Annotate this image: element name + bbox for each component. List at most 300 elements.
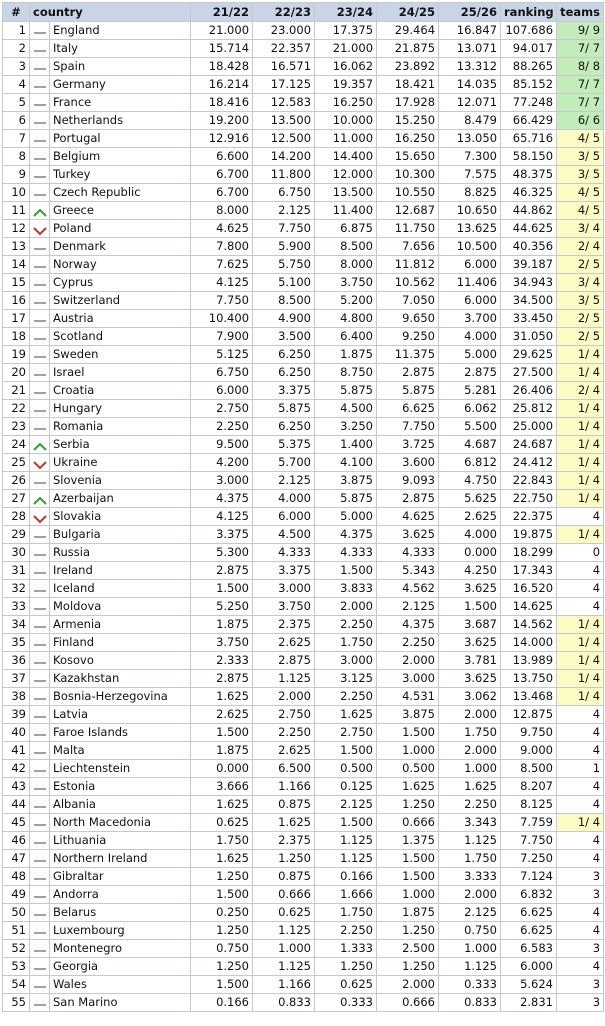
score-21-22: 8.000: [191, 202, 253, 220]
score-24-25: 2.875: [377, 364, 439, 382]
table-row: [3, 328, 604, 346]
trend-indicator: [30, 688, 50, 706]
dash-icon: [33, 602, 47, 612]
score-25-26: 11.406: [439, 274, 501, 292]
score-25-26: 16.847: [439, 22, 501, 40]
dash-icon: [33, 746, 47, 756]
header-teams[interactable]: teams: [557, 3, 604, 22]
score-22-23: 12.583: [253, 94, 315, 112]
score-22-23: 14.200: [253, 148, 315, 166]
score-21-22: 18.416: [191, 94, 253, 112]
teams-remaining: 3/ 5: [557, 292, 604, 310]
rank-number: 36: [3, 652, 30, 670]
trend-indicator: [30, 760, 50, 778]
score-25-26: 1.500: [439, 598, 501, 616]
ranking-total: 107.686: [501, 22, 557, 40]
score-22-23: 3.375: [253, 562, 315, 580]
score-21-22: 7.800: [191, 238, 253, 256]
score-23-24: 3.125: [315, 670, 377, 688]
rank-number: 28: [3, 508, 30, 526]
ranking-total: 8.500: [501, 760, 557, 778]
score-25-26: 7.300: [439, 148, 501, 166]
score-22-23: 2.750: [253, 706, 315, 724]
ranking-total: 6.832: [501, 886, 557, 904]
ranking-total: 58.150: [501, 148, 557, 166]
country-name: Turkey: [50, 166, 191, 184]
trend-indicator: [30, 670, 50, 688]
country-name: Austria: [50, 310, 191, 328]
score-24-25: 1.250: [377, 922, 439, 940]
score-25-26: 1.125: [439, 832, 501, 850]
ranking-total: 14.625: [501, 598, 557, 616]
score-23-24: 14.400: [315, 148, 377, 166]
score-25-26: 3.343: [439, 814, 501, 832]
header-ranking[interactable]: ranking: [501, 3, 557, 22]
teams-remaining: 7/ 7: [557, 76, 604, 94]
teams-remaining: 1/ 4: [557, 364, 604, 382]
table-row: [3, 832, 604, 850]
score-22-23: 5.750: [253, 256, 315, 274]
trend-indicator: [30, 652, 50, 670]
score-25-26: 5.000: [439, 346, 501, 364]
rank-number: 10: [3, 184, 30, 202]
country-name: Montenegro: [50, 940, 191, 958]
score-25-26: 14.035: [439, 76, 501, 94]
score-25-26: 3.062: [439, 688, 501, 706]
dash-icon: [33, 530, 47, 540]
trend-indicator: [30, 76, 50, 94]
rank-number: 51: [3, 922, 30, 940]
score-24-25: 3.600: [377, 454, 439, 472]
teams-remaining: 4/ 5: [557, 130, 604, 148]
table-row: [3, 688, 604, 706]
score-21-22: 7.900: [191, 328, 253, 346]
table-row: [3, 454, 604, 472]
rank-number: 27: [3, 490, 30, 508]
ranking-total: 16.520: [501, 580, 557, 598]
score-23-24: 12.000: [315, 166, 377, 184]
header-season-21-22[interactable]: 21/22: [191, 3, 253, 22]
score-23-24: 6.400: [315, 328, 377, 346]
table-row: [3, 724, 604, 742]
score-21-22: 7.750: [191, 292, 253, 310]
score-24-25: 0.666: [377, 814, 439, 832]
country-name: Belarus: [50, 904, 191, 922]
table-row: [3, 166, 604, 184]
trend-indicator: [30, 616, 50, 634]
ranking-total: 27.500: [501, 364, 557, 382]
trend-indicator: [30, 598, 50, 616]
ranking-total: 94.017: [501, 40, 557, 58]
rank-number: 32: [3, 580, 30, 598]
ranking-total: 5.624: [501, 976, 557, 994]
score-21-22: 4.625: [191, 220, 253, 238]
rank-number: 42: [3, 760, 30, 778]
country-name: Czech Republic: [50, 184, 191, 202]
ranking-total: 33.450: [501, 310, 557, 328]
dash-icon: [33, 656, 47, 666]
table-row: [3, 112, 604, 130]
header-country[interactable]: country: [30, 3, 191, 22]
trend-indicator: [30, 328, 50, 346]
score-21-22: 4.375: [191, 490, 253, 508]
ranking-total: 44.625: [501, 220, 557, 238]
table-row: [3, 184, 604, 202]
ranking-total: 6.625: [501, 904, 557, 922]
table-row: [3, 580, 604, 598]
table-row: [3, 508, 604, 526]
table-row: [3, 418, 604, 436]
country-name: Wales: [50, 976, 191, 994]
score-25-26: 1.000: [439, 760, 501, 778]
teams-remaining: 1/ 4: [557, 400, 604, 418]
header-season-25-26[interactable]: 25/26: [439, 3, 501, 22]
rank-number: 44: [3, 796, 30, 814]
trend-indicator: [30, 112, 50, 130]
trend-indicator: [30, 472, 50, 490]
score-21-22: 6.600: [191, 148, 253, 166]
dash-icon: [33, 908, 47, 918]
score-22-23: 13.500: [253, 112, 315, 130]
score-24-25: 21.875: [377, 40, 439, 58]
score-21-22: 3.000: [191, 472, 253, 490]
score-22-23: 3.750: [253, 598, 315, 616]
score-24-25: 2.500: [377, 940, 439, 958]
score-23-24: 8.500: [315, 238, 377, 256]
teams-remaining: 3/ 5: [557, 166, 604, 184]
score-25-26: 2.250: [439, 796, 501, 814]
table-row: [3, 220, 604, 238]
rank-number: 26: [3, 472, 30, 490]
dash-icon: [33, 890, 47, 900]
teams-remaining: 1/ 4: [557, 490, 604, 508]
country-name: Italy: [50, 40, 191, 58]
score-24-25: 2.000: [377, 976, 439, 994]
score-23-24: 2.250: [315, 922, 377, 940]
score-25-26: 1.750: [439, 724, 501, 742]
dash-icon: [33, 818, 47, 828]
rank-number: 39: [3, 706, 30, 724]
dash-icon: [33, 80, 47, 90]
header-rank-number[interactable]: #: [3, 3, 30, 22]
ranking-total: 39.187: [501, 256, 557, 274]
score-25-26: 0.333: [439, 976, 501, 994]
score-23-24: 21.000: [315, 40, 377, 58]
score-23-24: 0.125: [315, 778, 377, 796]
score-24-25: 12.687: [377, 202, 439, 220]
teams-remaining: 9/ 9: [557, 22, 604, 40]
score-23-24: 19.357: [315, 76, 377, 94]
ranking-total: 25.000: [501, 418, 557, 436]
score-24-25: 4.375: [377, 616, 439, 634]
score-22-23: 0.875: [253, 868, 315, 886]
score-23-24: 0.500: [315, 760, 377, 778]
rank-number: 19: [3, 346, 30, 364]
score-25-26: 0.000: [439, 544, 501, 562]
ranking-total: 25.812: [501, 400, 557, 418]
dash-icon: [33, 638, 47, 648]
trend-indicator: [30, 58, 50, 76]
score-23-24: 1.125: [315, 850, 377, 868]
rank-number: 12: [3, 220, 30, 238]
rank-number: 7: [3, 130, 30, 148]
score-25-26: 4.687: [439, 436, 501, 454]
teams-remaining: 7/ 7: [557, 40, 604, 58]
ranking-total: 17.343: [501, 562, 557, 580]
score-23-24: 16.062: [315, 58, 377, 76]
teams-remaining: 1/ 4: [557, 688, 604, 706]
ranking-total: 8.207: [501, 778, 557, 796]
table-row: [3, 526, 604, 544]
teams-remaining: 4: [557, 562, 604, 580]
dash-icon: [33, 368, 47, 378]
score-24-25: 4.531: [377, 688, 439, 706]
trend-indicator: [30, 544, 50, 562]
table-row: [3, 742, 604, 760]
trend-indicator: [30, 580, 50, 598]
rank-number: 25: [3, 454, 30, 472]
score-22-23: 0.833: [253, 994, 315, 1012]
trend-indicator: [30, 994, 50, 1012]
header-season-23-24[interactable]: 23/24: [315, 3, 377, 22]
score-22-23: 1.625: [253, 814, 315, 832]
score-23-24: 1.750: [315, 904, 377, 922]
table-row: [3, 904, 604, 922]
score-24-25: 5.875: [377, 382, 439, 400]
teams-remaining: 1/ 4: [557, 454, 604, 472]
header-season-22-23[interactable]: 22/23: [253, 3, 315, 22]
teams-remaining: 4: [557, 724, 604, 742]
score-25-26: 1.125: [439, 958, 501, 976]
score-21-22: 0.250: [191, 904, 253, 922]
country-name: Poland: [50, 220, 191, 238]
country-name: Kosovo: [50, 652, 191, 670]
table-row: [3, 976, 604, 994]
score-21-22: 6.000: [191, 382, 253, 400]
trend-indicator: [30, 814, 50, 832]
score-24-25: 5.343: [377, 562, 439, 580]
score-22-23: 6.250: [253, 418, 315, 436]
country-name: Greece: [50, 202, 191, 220]
teams-remaining: 3/ 5: [557, 148, 604, 166]
table-row: [3, 850, 604, 868]
rank-number: 40: [3, 724, 30, 742]
score-22-23: 5.100: [253, 274, 315, 292]
score-21-22: 0.000: [191, 760, 253, 778]
score-22-23: 4.500: [253, 526, 315, 544]
score-21-22: 0.750: [191, 940, 253, 958]
score-24-25: 10.300: [377, 166, 439, 184]
ranking-total: 9.000: [501, 742, 557, 760]
dash-icon: [33, 332, 47, 342]
trend-indicator: [30, 40, 50, 58]
country-name: France: [50, 94, 191, 112]
rank-number: 30: [3, 544, 30, 562]
country-name: Moldova: [50, 598, 191, 616]
rank-number: 14: [3, 256, 30, 274]
score-21-22: 0.166: [191, 994, 253, 1012]
score-23-24: 11.000: [315, 130, 377, 148]
score-21-22: 1.500: [191, 886, 253, 904]
score-25-26: 2.000: [439, 742, 501, 760]
rank-number: 11: [3, 202, 30, 220]
ranking-total: 19.875: [501, 526, 557, 544]
rank-number: 54: [3, 976, 30, 994]
score-23-24: 17.375: [315, 22, 377, 40]
score-23-24: 4.800: [315, 310, 377, 328]
trend-indicator: [30, 274, 50, 292]
ranking-total: 7.124: [501, 868, 557, 886]
dash-icon: [33, 926, 47, 936]
rank-number: 23: [3, 418, 30, 436]
score-22-23: 11.800: [253, 166, 315, 184]
score-25-26: 2.875: [439, 364, 501, 382]
score-21-22: 6.750: [191, 364, 253, 382]
score-24-25: 15.650: [377, 148, 439, 166]
score-21-22: 9.500: [191, 436, 253, 454]
rank-number: 35: [3, 634, 30, 652]
score-21-22: 6.700: [191, 184, 253, 202]
table-row: [3, 382, 604, 400]
score-23-24: 3.875: [315, 472, 377, 490]
score-21-22: 2.875: [191, 562, 253, 580]
trend-indicator: [30, 562, 50, 580]
score-23-24: 1.125: [315, 832, 377, 850]
table-row: [3, 616, 604, 634]
score-21-22: 1.750: [191, 832, 253, 850]
score-24-25: 10.550: [377, 184, 439, 202]
score-25-26: 2.125: [439, 904, 501, 922]
score-22-23: 1.125: [253, 922, 315, 940]
trend-indicator: [30, 418, 50, 436]
arrow-down-icon: [33, 458, 47, 468]
table-row: [3, 346, 604, 364]
score-23-24: 2.000: [315, 598, 377, 616]
trend-indicator: [30, 508, 50, 526]
ranking-total: 31.050: [501, 328, 557, 346]
score-23-24: 1.666: [315, 886, 377, 904]
country-name: Croatia: [50, 382, 191, 400]
header-season-24-25[interactable]: 24/25: [377, 3, 439, 22]
ranking-total: 40.356: [501, 238, 557, 256]
score-21-22: 10.400: [191, 310, 253, 328]
score-24-25: 1.375: [377, 832, 439, 850]
score-23-24: 0.333: [315, 994, 377, 1012]
score-24-25: 3.875: [377, 706, 439, 724]
table-row: [3, 40, 604, 58]
score-24-25: 11.812: [377, 256, 439, 274]
score-24-25: 29.464: [377, 22, 439, 40]
arrow-up-icon: [33, 440, 47, 450]
score-23-24: 5.875: [315, 382, 377, 400]
teams-remaining: 6/ 6: [557, 112, 604, 130]
score-24-25: 9.250: [377, 328, 439, 346]
score-23-24: 3.750: [315, 274, 377, 292]
dash-icon: [33, 350, 47, 360]
dash-icon: [33, 872, 47, 882]
score-21-22: 4.200: [191, 454, 253, 472]
country-name: Belgium: [50, 148, 191, 166]
country-name: Hungary: [50, 400, 191, 418]
teams-remaining: 3: [557, 976, 604, 994]
rank-number: 20: [3, 364, 30, 382]
dash-icon: [33, 170, 47, 180]
score-22-23: 6.750: [253, 184, 315, 202]
score-23-24: 0.166: [315, 868, 377, 886]
score-23-24: 2.250: [315, 688, 377, 706]
rank-number: 45: [3, 814, 30, 832]
ranking-total: 26.406: [501, 382, 557, 400]
score-25-26: 3.687: [439, 616, 501, 634]
score-24-25: 1.250: [377, 958, 439, 976]
rank-number: 2: [3, 40, 30, 58]
country-name: Malta: [50, 742, 191, 760]
score-21-22: 2.333: [191, 652, 253, 670]
country-name: Romania: [50, 418, 191, 436]
score-24-25: 0.500: [377, 760, 439, 778]
score-23-24: 11.400: [315, 202, 377, 220]
dash-icon: [33, 404, 47, 414]
ranking-total: 6.000: [501, 958, 557, 976]
teams-remaining: 1/ 4: [557, 526, 604, 544]
score-24-25: 16.250: [377, 130, 439, 148]
dash-icon: [33, 782, 47, 792]
score-25-26: 4.750: [439, 472, 501, 490]
score-23-24: 8.750: [315, 364, 377, 382]
dash-icon: [33, 836, 47, 846]
dash-icon: [33, 26, 47, 36]
country-name: Scotland: [50, 328, 191, 346]
country-name: Bosnia-Herzegovina: [50, 688, 191, 706]
score-21-22: 3.750: [191, 634, 253, 652]
teams-remaining: 2/ 5: [557, 310, 604, 328]
trend-indicator: [30, 382, 50, 400]
score-22-23: 17.125: [253, 76, 315, 94]
ranking-total: 24.412: [501, 454, 557, 472]
table-row: [3, 814, 604, 832]
trend-indicator: [30, 976, 50, 994]
trend-indicator: [30, 904, 50, 922]
dash-icon: [33, 152, 47, 162]
table-row: [3, 310, 604, 328]
score-21-22: 1.250: [191, 958, 253, 976]
score-22-23: 4.333: [253, 544, 315, 562]
trend-indicator: [30, 454, 50, 472]
score-21-22: 5.250: [191, 598, 253, 616]
ranking-total: 13.750: [501, 670, 557, 688]
score-21-22: 5.300: [191, 544, 253, 562]
rank-number: 15: [3, 274, 30, 292]
score-25-26: 1.750: [439, 850, 501, 868]
trend-indicator: [30, 256, 50, 274]
teams-remaining: 3: [557, 886, 604, 904]
country-name: England: [50, 22, 191, 40]
table-row: [3, 238, 604, 256]
dash-icon: [33, 188, 47, 198]
trend-indicator: [30, 22, 50, 40]
dash-icon: [33, 62, 47, 72]
score-22-23: 2.625: [253, 634, 315, 652]
score-21-22: 15.714: [191, 40, 253, 58]
trend-indicator: [30, 346, 50, 364]
ranking-total: 13.989: [501, 652, 557, 670]
ranking-total: 7.750: [501, 832, 557, 850]
country-name: Northern Ireland: [50, 850, 191, 868]
teams-remaining: 4: [557, 706, 604, 724]
score-24-25: 4.625: [377, 508, 439, 526]
score-22-23: 5.375: [253, 436, 315, 454]
rank-number: 46: [3, 832, 30, 850]
